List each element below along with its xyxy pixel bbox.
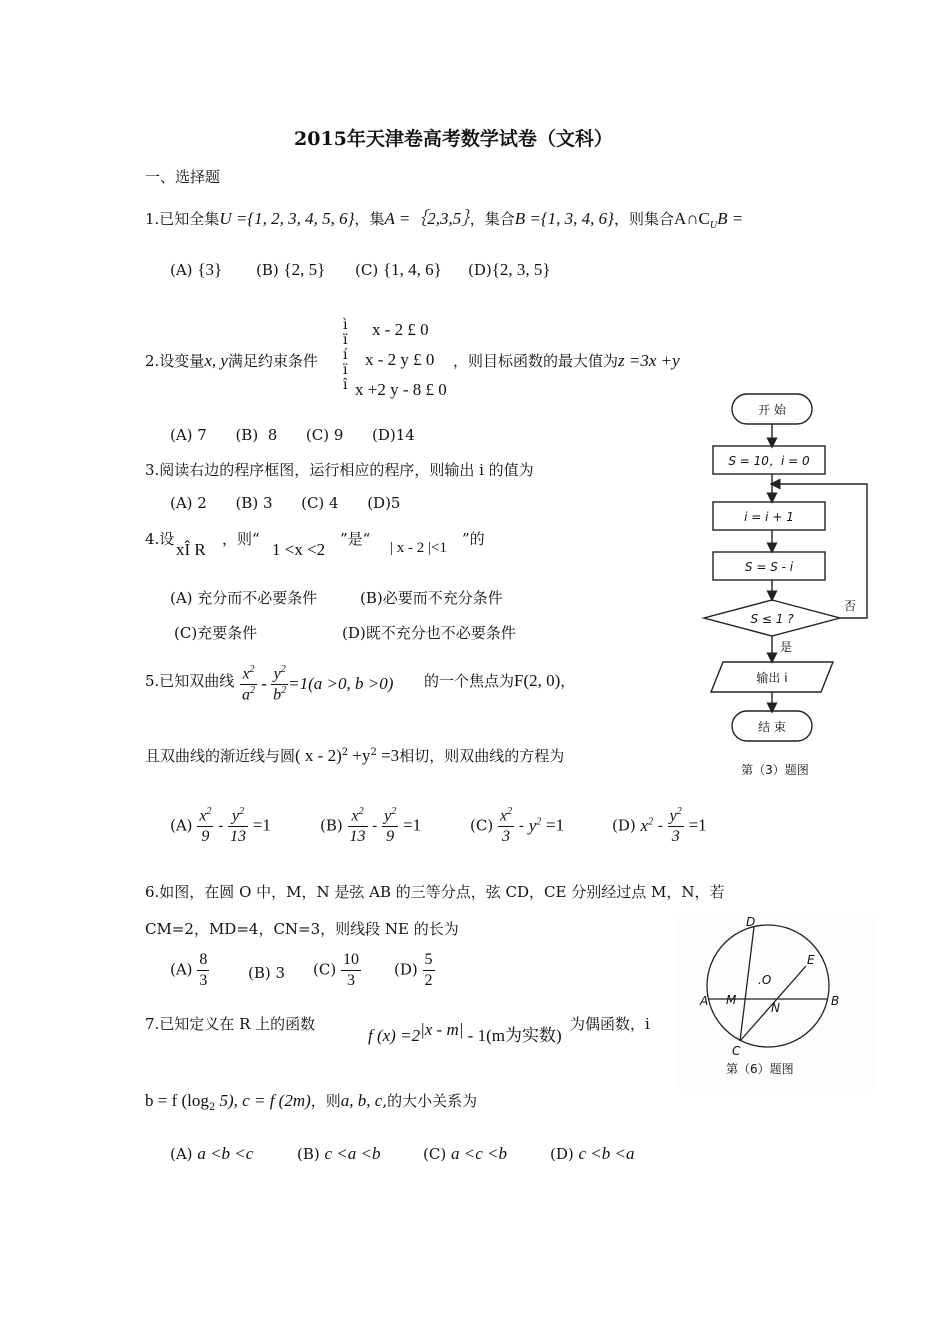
flow-increment-label: i = i + 1 [744,510,794,524]
circle-caption: 第（6）题图 [726,1062,794,1076]
q6-option-a: (A) $\frac{8}{3}$ [170,951,208,989]
flow-condition-label: S ≤ 1 ? [750,612,794,626]
q4-cond1: 1 <x <2 [272,540,326,559]
flow-caption: 第（3）题图 [741,763,809,777]
q5-equation: $\frac{x^2}{a^2}$ - $\frac{y^2}{b^2}$ =1(a >0, b >0) [242,664,394,704]
q4-option-b: (B)必要而不充分条件 [360,589,503,607]
q4-stem: 4.设 [145,530,175,548]
q2-stem2: 满足约束条件 [227,352,318,370]
question-7-line2: b = f ($\log_2$ 5), c = f (2m)，则a, b, c,的大小关系为 [145,1091,478,1113]
q1-option-c: (C) {1, 4, 6} [355,260,442,279]
q2-options: (A) 7 (B) 8 (C) 9 (D)14 [170,426,415,444]
q4-text: ，则“ [222,530,260,548]
question-2 [145,350,318,371]
label-b: B [831,994,840,1008]
question-5: 5.已知双曲线 [145,672,235,690]
flow-no-label: 否 [843,599,857,613]
q7-option-d: (D) c <b <a [550,1144,635,1163]
q1-sep2: ，集合 [469,210,515,228]
q1-expr-sub: U [709,220,718,231]
page-title: 2015年天津卷高考数学试卷（文科） [294,128,613,150]
q1-option-d: (D){2, 3, 5} [468,260,551,279]
q3-options: (A) 2 (B) 3 (C) 4 (D)5 [170,494,401,512]
flow-output-label: 输出 i [756,671,788,685]
label-o: .O [758,973,772,987]
q2-constraint-2: x - 2 y £ 0 [365,350,435,369]
q7-option-a: (A) a <b <c [170,1144,254,1163]
label-d: D [746,915,756,929]
q6-option-c: (C) $\frac{10}{3}$ [313,951,359,989]
label-n: N [771,1001,780,1015]
q1-stem: 1.已知全集 [145,210,220,228]
q4-option-c: (C)充要条件 [174,624,258,642]
question-6-line2: CM=2，MD=4，CN=3，则线段 NE 的长为 [145,920,459,938]
q4-option-d: (D)既不充分也不必要条件 [342,624,516,642]
q4-cond2: | x - 2 |<1 [390,540,447,556]
flowchart-figure [695,388,875,783]
question-6-line1: 6.如图，在圆 O 中，M，N 是弦 AB 的三等分点，弦 CD，CE 分别经过点 M，N，若 [145,883,725,901]
q6-option-b: (B) 3 [248,964,286,982]
q2-tail [453,350,680,371]
q7-function: f $(x) =2^{|x - m|} - 1(m$为实数) [368,1020,562,1045]
label-e: E [807,953,815,967]
q2-vars: x, y [204,351,228,370]
label-c: C [732,1044,741,1058]
q4-option-a: (A) 充分而不必要条件 [170,589,318,607]
flow-update-label: S = S - i [744,560,794,574]
q5-option-d: (D) $x^2$ - $\frac{y^2}{3}$ =1 [612,806,707,846]
q7-line1b: 为偶函数，i [570,1015,650,1033]
question-1 [145,204,743,231]
q1-set-b: B ={1, 3, 4, 6} [514,209,614,228]
q5-option-c: (C) $\frac{x^2}{3}$ - $y^2 =1$ [470,806,565,846]
section-heading: 一、选择题 [145,168,221,186]
q1-set-a: A =｛2,3,5｝ [384,209,470,228]
q4-text3: ”的 [462,530,485,548]
question-3: 3.阅读右边的程序框图，运行相应的程序，则输出 i 的值为 [145,461,534,479]
q2-constraint-1: x - 2 £ 0 [372,320,429,339]
q2-objective: z =3x +y [618,351,680,370]
flow-end-label: 结 束 [758,720,786,734]
label-m: M [726,993,737,1007]
label-a: A [700,994,709,1008]
flow-start-label: 开 始 [758,403,786,417]
q1-sep1: ，集 [354,210,385,228]
q6-option-d: (D) $\frac{5}{2}$ [394,951,433,989]
q1-option-a: (A) {3} [170,260,223,279]
q1-expr-tail: B = [717,209,744,228]
flow-yes-label: 是 [779,640,793,654]
q1-sep3: ，则集合 [613,210,674,228]
flow-init-label: S = 10，i = 0 [728,454,810,468]
q4-set: xÎ R [176,540,206,559]
q1-option-b: (B) {2, 5} [256,260,326,279]
circle-figure [676,914,876,1089]
q1-set-u: U ={1, 2, 3, 4, 5, 6} [219,209,355,228]
q5-option-a: (A) $\frac{x^2}{9}$ - $\frac{y^2}{13}$ =1 [170,806,271,846]
q7-option-b: (B) c <a <b [297,1144,381,1163]
q5-line2: 且双曲线的渐近线与圆( $x - 2)^2 +y^2 =3$相切，则双曲线的方程为 [145,746,565,765]
q7-option-c: (C) a <c <b [423,1144,507,1163]
q2-stem3: ，则目标函数的最大值为 [453,352,619,370]
q2-stem: 2.设变量 [145,352,205,370]
q1-expr: A∩C [673,209,710,228]
q5-option-b: (B) $\frac{x^2}{13}$ - $\frac{y^2}{9}$ =1 [320,806,422,846]
question-4 [145,528,174,549]
q2-constraint-3: x +2 y - 8 £ 0 [355,380,447,399]
q2-brace: ì ï í ï î [343,317,348,393]
q4-text2: ”是“ [340,530,371,548]
q5-stem2: 的一个焦点为F(2, 0)， [424,671,576,690]
question-7-line1: 7.已知定义在 R 上的函数 [145,1015,316,1033]
